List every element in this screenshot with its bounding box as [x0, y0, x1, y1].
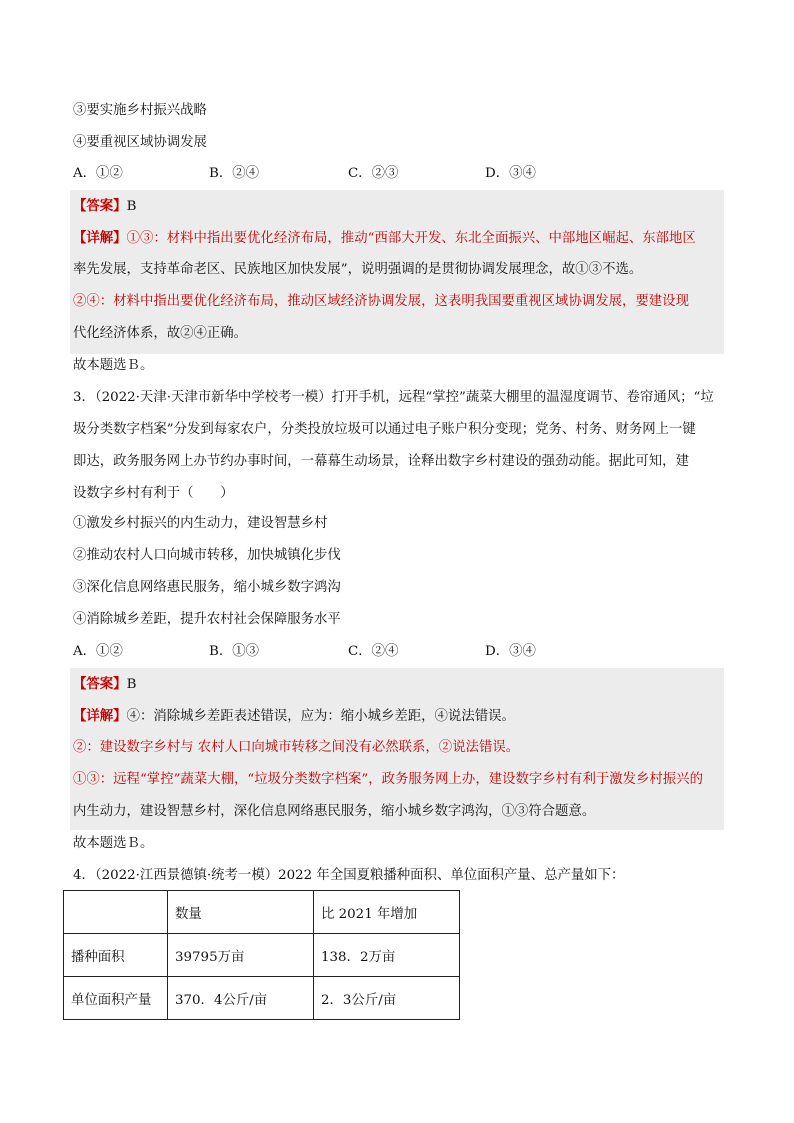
q3-stem-line-3: 即达，政务服务网上办节约办事时间，一幕幕生动场景，诠释出数字乡村建设的强劲动能。据此可知，建: [73, 454, 689, 469]
answer-value: B: [126, 677, 137, 692]
q2-option-item-3: ③要实施乡村振兴战略: [73, 103, 207, 118]
detail-label: 【详解】: [73, 708, 127, 724]
q3-detail-line-1: 【详解】④：消除城乡差距表述错误，应为：缩小城乡差距，④说法错误。: [73, 708, 515, 724]
q3-stem-line-2: 圾分类数字档案”分发到每家农户，分类投放垃圾可以通过电子账户积分变现；党务、村务、财务网上一键: [73, 422, 696, 437]
q2-detail-line-4: 代化经济体系，故②④正确。: [73, 326, 248, 341]
q4-data-table: [63, 890, 460, 1020]
q3-detail-line-3: ①③：远程“掌控”蔬菜大棚，“垃圾分类数字档案”，政务服务网上办，建设数字乡村有利于激发乡村振兴的: [73, 772, 703, 787]
table-cell: 370．4公斤/亩: [168, 977, 314, 1020]
q2-choice-a: A．①②: [73, 166, 123, 181]
q3-detail-line-4: 内生动力，建设智慧乡村，深化信息网络惠民服务，缩小城乡数字鸿沟，①③符合题意。: [73, 804, 596, 819]
q2-choice-d: D．③④: [485, 166, 536, 181]
table-cell: 39795万亩: [168, 934, 314, 977]
table-header-row: [64, 891, 460, 934]
q4-stem: 4．（2022·江西景德镇·统考一模）2022 年全国夏粮播种面积、单位面积产量、总产量如下：: [73, 868, 625, 883]
q3-choice-d: D．③④: [485, 644, 536, 659]
q2-conclusion: 故本题选Ｂ。: [73, 358, 154, 373]
answer-value: B: [126, 199, 137, 214]
q3-option-item-2: ②推动农村人口向城市转移，加快城镇化步伐: [73, 548, 341, 563]
q3-option-item-3: ③深化信息网络惠民服务，缩小城乡数字鸿沟: [73, 580, 341, 595]
table-cell: 单位面积产量: [64, 977, 168, 1020]
q3-choice-b: B．①③: [209, 644, 260, 659]
q3-choice-a: A．①②: [73, 644, 123, 659]
answer-label: 【答案】: [73, 198, 127, 214]
answer-label: 【答案】: [73, 676, 127, 692]
q2-detail-line-2: 率先发展，支持革命老区、民族地区加快发展”，说明强调的是贯彻协调发展理念，故①③不选。: [73, 262, 643, 277]
detail-label: 【详解】: [73, 230, 127, 246]
q3-answer: [73, 674, 136, 695]
q3-choice-c: C．②④: [348, 644, 399, 659]
q2-detail-line-3: ②④：材料中指出要优化经济布局，推动区域经济协调发展，这表明我国要重视区域协调发展，要建设现: [73, 294, 689, 309]
q3-stem-line-1: 3．（2022·天津·天津市新华中学校考一模）打开手机，远程“掌控”蔬菜大棚里的温湿度调节、卷帘通风；“垃: [73, 390, 714, 405]
q2-choice-b: B．②④: [209, 166, 260, 181]
table-row: [64, 977, 460, 1020]
q2-choice-c: C．②③: [348, 166, 399, 181]
q2-detail-line-1: 【详解】①③：材料中指出要优化经济布局，推动“西部大开发、东北全面振兴、中部地区崛起、东部地区: [73, 230, 696, 246]
table-cell: 138．2万亩: [314, 934, 460, 977]
q2-answer: [73, 196, 136, 217]
q3-stem-line-4: 设数字乡村有利于（ ）: [73, 486, 234, 501]
q3-option-item-4: ④消除城乡差距，提升农村社会保障服务水平: [73, 612, 341, 627]
table-row: [64, 934, 460, 977]
table-cell: 播种面积: [64, 934, 168, 977]
table-header-cell: 比 2021 年增加: [314, 891, 460, 934]
table-header-cell: [64, 891, 168, 934]
table-cell: 2．3公斤/亩: [314, 977, 460, 1020]
q2-option-item-4: ④要重视区域协调发展: [73, 135, 207, 150]
q3-option-item-1: ①激发乡村振兴的内生动力，建设智慧乡村: [73, 516, 328, 531]
q3-conclusion: 故本题选Ｂ。: [73, 836, 154, 851]
q3-detail-line-2: ②：建设数字乡村与 农村人口向城市转移之间没有必然联系，②说法错误。: [73, 740, 520, 755]
table-header-cell: 数量: [168, 891, 314, 934]
